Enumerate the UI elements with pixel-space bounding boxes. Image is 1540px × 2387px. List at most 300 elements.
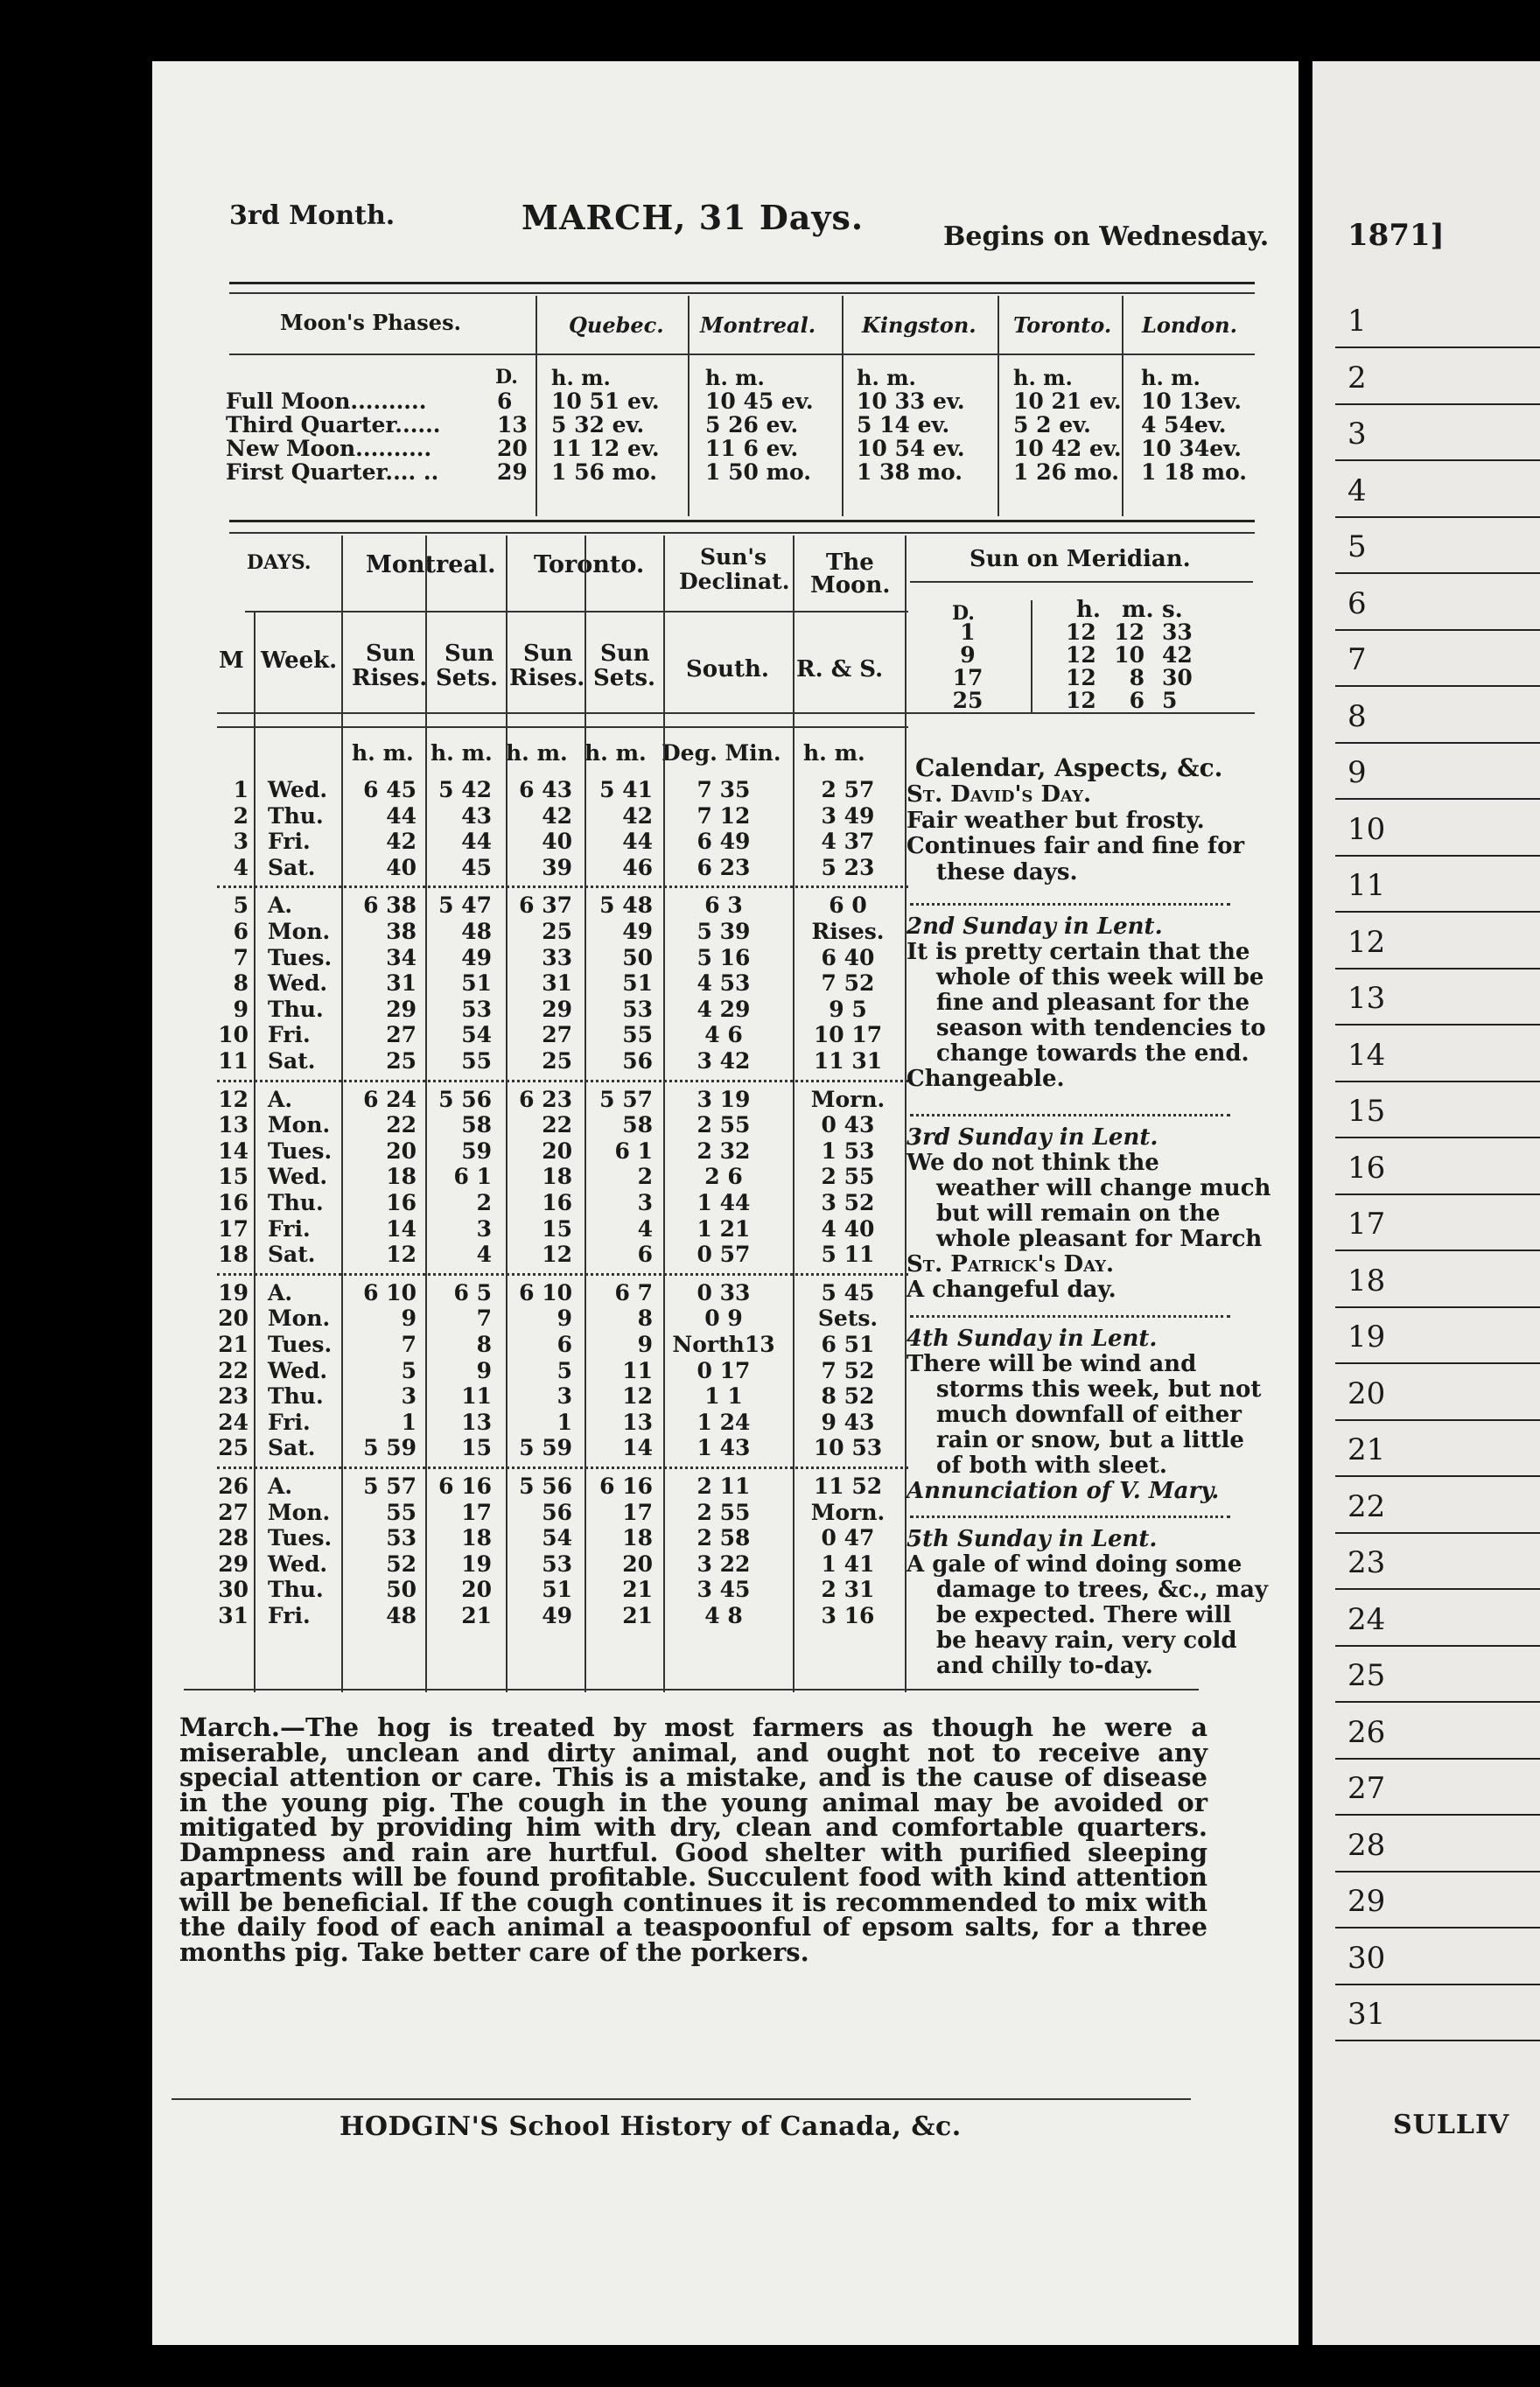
montreal-set: 5 56 [438,1086,492,1112]
moon-phase-time: 5 32 ev. [551,412,645,438]
meridian-day: 25 [952,688,984,713]
moon-phase-time: 5 26 ev. [705,412,799,438]
toronto-rise: 3 [556,1383,572,1410]
right-page-day-number: 19 [1348,1320,1386,1354]
moon-phase-name: New Moon.......... [226,436,432,461]
weekday: Sat. [268,1242,316,1268]
toronto-set: 6 [637,1242,653,1268]
right-page-day-number: 20 [1348,1376,1386,1411]
moon-phase-time: 10 45 ev. [705,388,814,414]
year-label: 1871] [1348,218,1445,253]
toronto-set: 46 [622,854,653,880]
weekday: Thu. [268,1577,324,1603]
sun-declination: 2 55 [696,1112,751,1138]
montreal-rise: 5 57 [363,1474,416,1499]
rule [184,1689,1199,1690]
toronto-rise: 5 [556,1357,572,1383]
moon-hm-label: h. m. [1013,365,1073,390]
montreal-set: 21 [461,1603,492,1628]
toronto-rise: 12 [542,1242,572,1268]
hm-header: h. m. [506,740,568,766]
right-page-rule [1335,346,1540,348]
moon-phase-time: 1 38 mo. [857,459,962,485]
column-divider [425,536,427,1692]
montreal-set: 8 [476,1332,492,1357]
right-page-rule [1335,1194,1540,1195]
montreal-set: 59 [461,1138,492,1164]
day-number: 1 [233,777,248,802]
right-page-day-number: 18 [1348,1263,1386,1298]
day-number: 6 [233,919,248,944]
montreal-rise: 6 10 [363,1279,416,1306]
calendar-divider [910,1114,1230,1116]
calendar-note: Changeable. [906,1066,1065,1092]
begins-label: Begins on Wednesday. [943,221,1270,252]
montreal-rise: 20 [386,1138,416,1164]
right-page-footer: SULLIV [1393,2110,1510,2140]
sun-declination: 5 39 [696,919,751,944]
toronto-set: 21 [622,1577,653,1603]
toronto-rise: 6 43 [519,777,572,802]
right-page-day-number: 24 [1348,1601,1386,1637]
montreal-set: 4 [476,1242,492,1268]
weekday: Mon. [268,1499,331,1525]
toronto-set: 5 48 [599,892,653,919]
moon-hm-label: h. m. [705,365,765,390]
meridian-header: Sun on Meridian. [970,546,1191,572]
toronto-set: 11 [622,1357,653,1383]
montreal-rise: 34 [386,944,416,970]
montreal-set: 18 [461,1525,492,1551]
toronto-set: 20 [622,1550,653,1577]
right-page-rule [1335,403,1540,405]
moon-phase-time: 5 14 ev. [857,412,950,438]
toronto-set: 6 16 [599,1474,653,1499]
montreal-rise: 6 24 [363,1086,416,1112]
calendar-note: It is pretty certain that the [906,939,1250,965]
right-page-rule [1335,1758,1540,1760]
montreal-set: 6 16 [438,1474,492,1499]
meridian-hour: 12 [1066,642,1096,668]
moon-rise-set: 1 41 [821,1550,875,1577]
day-number: 21 [218,1332,248,1357]
calendar-note: 2nd Sunday in Lent. [906,914,1163,940]
day-number: 16 [218,1190,248,1215]
sun-declination: 4 6 [704,1022,743,1048]
right-page-day-number: 10 [1348,811,1386,847]
moon-rise-set: 5 45 [821,1279,875,1306]
montreal-set: 3 [476,1215,492,1242]
right-page-rule [1335,1588,1540,1590]
rise-set-header: Rises. [352,665,428,691]
moon-rise-set: 2 57 [821,777,875,802]
meridian-hour: 12 [1066,665,1096,690]
day-number: 5 [233,892,248,919]
calendar-note: be heavy rain, very cold [936,1628,1237,1654]
right-page-rule [1335,798,1540,800]
montreal-set: 53 [461,996,492,1022]
montreal-rise: 16 [386,1190,416,1215]
rule [217,712,1255,714]
moon-header-2: Moon. [810,572,891,598]
toronto-set: 6 7 [614,1279,653,1306]
sun-declination: 0 17 [696,1357,751,1383]
montreal-set: 58 [461,1112,492,1138]
sun-declination: 1 24 [696,1409,751,1435]
right-page-day-number: 9 [1348,755,1367,790]
sun-declination: 4 53 [696,970,751,997]
column-divider [998,296,999,516]
day-number: 12 [218,1086,248,1112]
rule [229,354,1255,355]
sun-declination: 1 43 [696,1435,751,1461]
meridian-minute: 8 [1129,665,1144,690]
weekday: Wed. [268,1357,328,1383]
day-number: 24 [218,1409,248,1435]
calendar-note: these days. [936,859,1078,886]
toronto-rise: 20 [542,1138,572,1164]
moon-rise-set: Sets. [817,1306,878,1332]
day-number: 3 [233,829,248,855]
sun-header: Sun [600,640,650,667]
right-page-day-number: 21 [1348,1432,1386,1467]
toronto-rise: 31 [542,970,572,997]
right-page-day-number: 14 [1348,1037,1386,1073]
moon-city-header: Toronto. [1013,312,1112,338]
weekday: A. [268,1279,293,1306]
moon-hm-label: h. m. [551,365,611,390]
week-divider [217,1080,908,1082]
deg-min-header: Deg. Min. [662,740,781,766]
montreal-rise: 42 [386,829,416,855]
moon-phase-time: 10 13ev. [1141,388,1242,414]
moon-rise-set: 8 52 [821,1383,875,1410]
toronto-set: 6 1 [614,1138,653,1164]
moon-rise-set: 9 5 [829,996,867,1022]
moon-rise-set: 7 52 [821,970,875,997]
calendar-note: We do not think the [906,1150,1159,1176]
montreal-set: 48 [461,919,492,944]
right-page-rule [1335,1475,1540,1477]
toronto-set: 50 [622,944,653,970]
sun-declination: 4 29 [696,996,751,1022]
page-title: MARCH, 31 Days. [522,198,864,237]
toronto-set: 58 [622,1112,653,1138]
day-number: 17 [218,1215,248,1242]
right-page-rule [1335,516,1540,518]
week-divider [217,1273,908,1276]
calendar-note: rain or snow, but a little [936,1427,1244,1453]
sun-declination: 3 45 [696,1577,751,1603]
right-page-rule [1335,1645,1540,1647]
weekday: Sat. [268,1435,316,1461]
right-page-rule [1335,911,1540,913]
toronto-rise: 5 59 [519,1435,572,1461]
toronto-header: Toronto. [534,551,645,578]
weekday: Thu. [268,1383,324,1410]
toronto-rise: 6 23 [519,1086,572,1112]
right-page-rule [1335,968,1540,970]
day-number: 14 [218,1138,248,1164]
right-page-rule [1335,1984,1540,1985]
calendar-note: St. Patrick's Day. [906,1251,1115,1278]
montreal-rise: 44 [386,802,416,829]
toronto-rise: 16 [542,1190,572,1215]
montreal-rise: 5 [401,1357,416,1383]
toronto-rise: 27 [542,1022,572,1048]
sun-header: Sun [444,640,494,667]
calendar-note: storms this week, but not [936,1376,1262,1403]
calendar-note: A gale of wind doing some [906,1551,1242,1578]
column-divider [341,536,343,1692]
moon-phase-time: 10 21 ev. [1013,388,1122,414]
calendar-note: but will remain on the [936,1200,1221,1227]
moon-phase-day: 20 [497,436,528,461]
calendar-note: be expected. There will [936,1602,1232,1628]
moon-phase-name: Third Quarter...... [226,412,441,438]
column-divider [905,536,906,1692]
toronto-rise: 25 [542,1048,572,1074]
meridian-day: 17 [952,665,984,690]
sun-declination: 3 42 [696,1048,751,1074]
montreal-rise: 9 [401,1306,416,1332]
right-page-day-number: 27 [1348,1771,1386,1806]
moon-rise-set: 5 11 [821,1242,875,1268]
moon-rise-set: 1 53 [821,1138,875,1164]
sun-declination: 0 9 [704,1306,743,1332]
column-divider [536,296,537,516]
meridian-h-label: h. [1076,597,1101,623]
montreal-set: 15 [461,1435,492,1461]
day-number: 23 [218,1383,248,1410]
right-page-day-number: 17 [1348,1207,1386,1242]
right-page-day-number: 28 [1348,1827,1386,1863]
right-page-rule [1335,629,1540,631]
toronto-set: 8 [637,1306,653,1332]
right-page-rule [1335,1137,1540,1138]
calendar-note: Continues fair and fine for [906,833,1245,859]
moon-phase-time: 1 56 mo. [551,459,657,485]
rise-set-header: Rises. [509,665,585,691]
south-header: South. [686,656,769,682]
right-page-day-number: 6 [1348,585,1367,621]
calendar-note: fine and pleasant for the [936,990,1250,1016]
sun-declination: 3 22 [696,1550,751,1577]
calendar-note: and chilly to-day. [936,1653,1153,1679]
weekday: Wed. [268,1550,328,1577]
day-number: 22 [218,1357,248,1383]
right-page-day-number: 31 [1348,1997,1386,2032]
weekday: Fri. [268,829,311,855]
montreal-rise: 31 [386,970,416,997]
calendar-note: Annunciation of V. Mary. [906,1478,1220,1504]
sun-header: Sun [366,640,416,667]
m-header: M [219,648,244,674]
right-page-rule [1335,1419,1540,1421]
day-number: 27 [218,1499,248,1525]
column-divider [663,536,665,1692]
moon-phase-time: 4 54ev. [1141,412,1227,438]
column-divider [1122,296,1124,516]
day-number: 25 [218,1435,248,1461]
hm-header: h. m. [352,740,414,766]
footer-advert: HODGIN'S School History of Canada, &c. [340,2111,962,2142]
montreal-rise: 38 [386,919,416,944]
moon-rise-set: 6 51 [821,1332,875,1357]
montreal-rise: 6 38 [363,892,416,919]
moon-rise-set: 6 0 [829,892,867,919]
montreal-set: 51 [461,970,492,997]
rule [229,292,1255,294]
rule [217,726,908,728]
right-page-day-number: 22 [1348,1488,1386,1524]
right-page-rule [1335,1306,1540,1308]
moon-rise-set: 4 37 [821,829,875,855]
moon-rise-set: 2 55 [821,1164,875,1190]
sun-declination: 6 3 [704,892,743,919]
sun-declination: 1 21 [696,1215,751,1242]
calendar-note: season with tendencies to [936,1015,1266,1041]
montreal-rise: 5 59 [363,1435,416,1461]
days-header: DAYS. [247,551,312,574]
toronto-set: 12 [622,1383,653,1410]
moon-phase-time: 10 42 ev. [1013,436,1122,461]
right-page-day-number: 30 [1348,1940,1386,1976]
day-number: 2 [233,802,248,829]
toronto-rise: 39 [542,854,572,880]
toronto-set: 18 [622,1525,653,1551]
rule [245,611,908,612]
calendar-note: damage to trees, &c., may [936,1577,1269,1603]
right-page-day-number: 29 [1348,1884,1386,1919]
toronto-set: 13 [622,1409,653,1435]
montreal-rise: 7 [401,1332,416,1357]
moon-rise-set: 2 31 [821,1577,875,1603]
toronto-rise: 18 [542,1164,572,1190]
right-page-day-number: 7 [1348,642,1367,677]
sun-declination: North13 [672,1332,775,1357]
moon-hm-label: h. m. [857,365,916,390]
weekday: Fri. [268,1215,311,1242]
column-divider [842,296,844,516]
day-number: 8 [233,970,248,997]
day-number: 19 [218,1279,248,1306]
moon-hm-label: h. m. [1141,365,1200,390]
right-page-rule [1335,1927,1540,1928]
right-page-day-number: 26 [1348,1714,1386,1750]
toronto-set: 55 [622,1022,653,1048]
right-page-day-number: 25 [1348,1658,1386,1693]
hm-header: h. m. [584,740,647,766]
day-number: 4 [233,854,248,880]
month-label: 3rd Month. [229,200,396,231]
toronto-rise: 53 [542,1550,572,1577]
toronto-set: 56 [622,1048,653,1074]
moon-rise-set: Rises. [811,919,885,944]
day-number: 26 [218,1474,248,1499]
calendar-note: A changeful day. [906,1277,1116,1303]
rs-header: R. & S. [796,656,884,682]
moon-phase-time: 11 6 ev. [705,436,799,461]
moon-phase-time: 5 2 ev. [1013,412,1091,438]
moon-phase-time: 10 34ev. [1141,436,1242,461]
weekday: Mon. [268,1112,331,1138]
meridian-hour: 12 [1066,688,1096,713]
toronto-set: 9 [637,1332,653,1357]
toronto-set: 17 [622,1499,653,1525]
right-page-rule [1335,1814,1540,1816]
day-number: 28 [218,1525,248,1551]
toronto-set: 49 [622,919,653,944]
montreal-rise: 12 [386,1242,416,1268]
toronto-set: 21 [622,1603,653,1628]
sun-declination: 2 58 [696,1525,751,1551]
sun-declination: 6 49 [696,829,751,855]
weekday: A. [268,1474,293,1499]
meridian-second: 30 [1162,665,1193,690]
right-page-rule [1335,2040,1540,2041]
calendar-note: There will be wind and [906,1351,1197,1377]
right-page-rule [1335,1701,1540,1703]
toronto-rise: 6 37 [519,892,572,919]
toronto-rise: 42 [542,802,572,829]
right-page-rule [1335,1081,1540,1082]
calendar-note: whole pleasant for March [936,1226,1263,1252]
moon-phase-name: First Quarter.... .. [226,459,439,485]
moon-phases-title: Moon's Phases. [280,310,461,335]
toronto-rise: 54 [542,1525,572,1551]
moon-phase-time: 11 12 ev. [551,436,660,461]
moon-rise-set: 0 43 [821,1112,875,1138]
montreal-set: 2 [476,1190,492,1215]
calendar-note: 5th Sunday in Lent. [906,1526,1158,1552]
calendar-header: Calendar, Aspects, &c. [915,753,1223,782]
montreal-rise: 52 [386,1550,416,1577]
weekday: Sat. [268,854,316,880]
sun-declination: 2 32 [696,1138,751,1164]
day-number: 30 [218,1577,248,1603]
sun-declination: 5 16 [696,944,751,970]
meridian-minute: 12 [1114,620,1144,645]
meridian-day: 9 [960,642,976,668]
rule [229,532,1255,534]
hm-header: h. m. [430,740,493,766]
montreal-set: 49 [461,944,492,970]
calendar-note: St. David's Day. [906,781,1092,808]
moon-phase-time: 1 18 mo. [1141,459,1247,485]
montreal-set: 6 5 [453,1279,492,1306]
right-page-rule [1335,855,1540,857]
montreal-set: 7 [476,1306,492,1332]
right-page-day-number: 2 [1348,360,1367,396]
moon-rise-set: 10 53 [813,1435,883,1461]
moon-phase-time: 1 50 mo. [705,459,811,485]
weekday: Sat. [268,1048,316,1074]
moon-rise-set: 3 16 [821,1603,875,1628]
montreal-set: 45 [461,854,492,880]
right-page-day-number: 1 [1348,304,1367,339]
toronto-set: 14 [622,1435,653,1461]
right-page-rule [1335,1532,1540,1534]
montreal-rise: 50 [386,1577,416,1603]
montreal-set: 44 [461,829,492,855]
rise-set-header: Sets. [436,665,499,691]
sun-declination: 0 33 [696,1279,751,1306]
montreal-rise: 18 [386,1164,416,1190]
moon-rise-set: 0 47 [821,1525,875,1551]
montreal-rise: 1 [401,1409,416,1435]
moon-phase-name: Full Moon.......... [226,388,427,414]
